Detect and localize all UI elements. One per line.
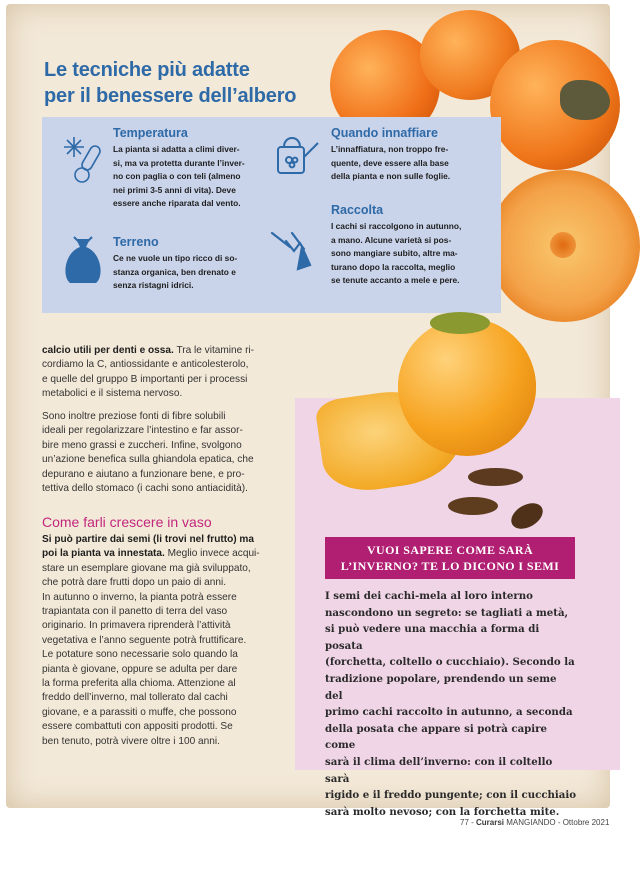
- page-number: 77: [460, 818, 469, 827]
- terreno-heading: Terreno: [113, 235, 159, 249]
- magazine-brand: Curarsi: [476, 818, 505, 827]
- seeds-text: I semi dei cachi-mela al loro interno nascondono un segreto: se tagliati a metà, si può vedere una macchia a forma di posata (forchetta, coltello o cucchiaio). Secondo la tradizione popolare, prendendo un seme del primo cachi raccolto in autunno, a seconda della posata che appare si potrà capire come sarà il clima dell’inverno: con il coltello sarà rigido e il freddo pungente; con il cucchiaio sarà molto nevoso; con la forchetta mite.: [325, 590, 577, 818]
- title-line-1: Le tecniche più adatte: [44, 59, 250, 81]
- temperatura-section: [113, 126, 263, 211]
- tips-infobox: [42, 117, 501, 313]
- seeds-banner: [325, 537, 575, 579]
- innaffiare-heading: Quando innaffiare: [331, 126, 438, 140]
- sack-icon: [58, 233, 108, 290]
- raccolta-section: [331, 203, 496, 288]
- body-paragraph-2: Sono inoltre preziose fonti di fibre solubili ideali per regolarizzare l’intestino e far assor- bire meno grassi e zuccheri. Infine, svolgono un’azione benefica sulla ghiandola epatica, che depurano e aiutano a funzionare bene, e pro- tettiva dello stomaco (i cachi sono antiacidità).: [42, 411, 254, 495]
- issue-date: - Ottobre 2021: [555, 818, 610, 827]
- banner-line-1: VUOI SAPERE COME SARÀ: [366, 543, 534, 557]
- section-subheading: Come farli crescere in vaso: [42, 514, 212, 530]
- body-paragraph-3: Si può partire dai semi (li trovi nel frutto) ma poi la pianta va innestata. Meglio invece acqui- stare un esemplare giovane ma già sviluppato, che potrà dare frutti dopo un paio di anni. In autunno o inverno, la pianta potrà essere trapiantata con il panetto di terra del vaso originario. In primavera riprenderà l’attività vegetativa e l’anno seguente potrà fruttificare. Le potature sono necessarie solo quando la pianta è giovane, oppure se adulta per dare la forma preferita alla chioma. Attenzione al freddo dell’inverno, mal tollerato dal cachi giovane, e a parassiti o muffe, che possono essere combattuti con appositi prodotti. Se ben tenuto, potrà vivere oltre i 100 anni.: [42, 534, 260, 747]
- raccolta-text: I cachi si raccolgono in autunno, a mano. Alcune varietà si pos- sono mangiare subito, altre ma- turano dopo la raccolta, meglio se tenute accanto a mele e pere.: [331, 221, 462, 286]
- thermometer-snowflake-icon: [60, 133, 108, 190]
- terreno-section: [113, 235, 263, 293]
- raccolta-heading: Raccolta: [331, 203, 384, 217]
- page-title: [44, 57, 296, 109]
- watering-can-icon: [268, 131, 324, 184]
- terreno-text: Ce ne vuole un tipo ricco di so- stanza organica, ben drenato e senza ristagni idrici.: [113, 253, 238, 291]
- page-footer: 77 - Curarsi MANGIANDO - Ottobre 2021: [460, 818, 610, 827]
- temperatura-text: La pianta si adatta a climi diver- si, ma va protetta durante l’inver- no con paglia o con teli (almeno nei primi 3-5 anni di vita). Deve essere anche riparata dal vento.: [113, 144, 245, 209]
- body-paragraph-1: calcio utili per denti e ossa. Tra le vitamine ri- cordiamo la C, antiossidante e anticolesterolo, e quelle del gruppo B importanti per i processi metabolici e il sistema nervoso.: [42, 345, 255, 400]
- innaffiare-text: L’innaffiatura, non troppo fre- quente, deve essere alla base della pianta e non sulle foglie.: [331, 144, 451, 182]
- banner-line-2: L’INVERNO? TE LO DICONO I SEMI: [340, 559, 560, 573]
- temperatura-heading: Temperatura: [113, 126, 188, 140]
- garden-tools-icon: [268, 227, 324, 280]
- title-line-2: per il benessere dell’albero: [44, 85, 297, 107]
- innaffiare-section: [331, 126, 491, 184]
